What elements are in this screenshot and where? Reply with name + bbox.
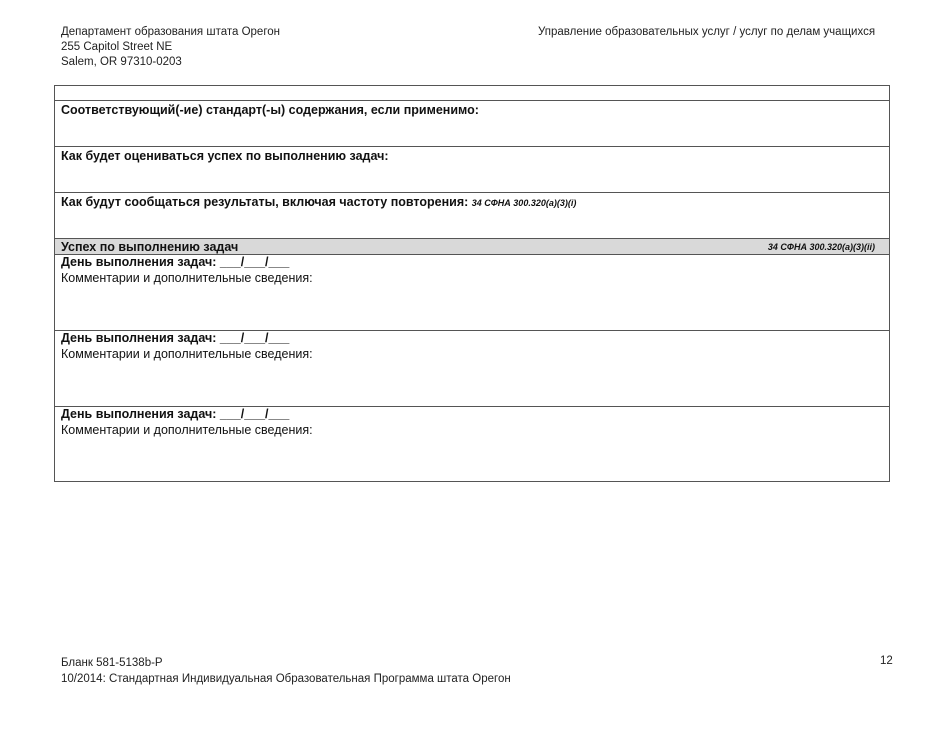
progress-header-row: [55, 239, 889, 255]
progress-title: Успех по выполнению задач: [61, 240, 239, 254]
division-name: Управление образовательных услуг / услуг по делам учащихся: [538, 26, 876, 38]
progress-citation: 34 СФНА 300.320(a)(3)(ii): [767, 242, 875, 252]
progress-day-label: День выполнения задач: ___/___/___: [61, 407, 290, 421]
progress-entry[interactable]: [55, 255, 889, 331]
standards-question: Соответствующий(-ие) стандарт(-ы) содержания, если применимо:: [61, 103, 479, 117]
top-spacer-row: [55, 86, 889, 101]
reporting-row[interactable]: [55, 193, 889, 239]
address-line2: Salem, OR 97310-0203: [61, 56, 182, 68]
progress-entry[interactable]: [55, 407, 889, 483]
assessment-row[interactable]: [55, 147, 889, 193]
reporting-question: [61, 195, 576, 209]
progress-entry[interactable]: [55, 331, 889, 407]
page-number: 12: [880, 655, 893, 667]
address-line1: 255 Capitol Street NE: [61, 41, 173, 53]
form-number: Бланк 581-5138b-P: [61, 657, 163, 669]
reporting-citation: 34 СФНА 300.320(a)(3)(i): [471, 198, 577, 208]
org-name: Департамент образования штата Орегон: [61, 26, 281, 38]
assessment-question: Как будет оцениваться успех по выполнению задач:: [61, 149, 389, 163]
progress-comment-label: Комментарии и дополнительные сведения:: [61, 347, 313, 361]
footer: [61, 655, 511, 687]
reporting-question-text: Как будут сообщаться результаты, включая частоту повторения:: [61, 195, 469, 209]
goal-form-table: [54, 85, 890, 482]
form-description: 10/2014: Стандартная Индивидуальная Образовательная Программа штата Орегон: [61, 673, 511, 685]
standards-row[interactable]: [55, 101, 889, 147]
progress-day-label: День выполнения задач: ___/___/___: [61, 255, 290, 269]
progress-comment-label: Комментарии и дополнительные сведения:: [61, 423, 313, 437]
header-address: [61, 25, 280, 70]
progress-day-label: День выполнения задач: ___/___/___: [61, 331, 290, 345]
progress-comment-label: Комментарии и дополнительные сведения:: [61, 271, 313, 285]
